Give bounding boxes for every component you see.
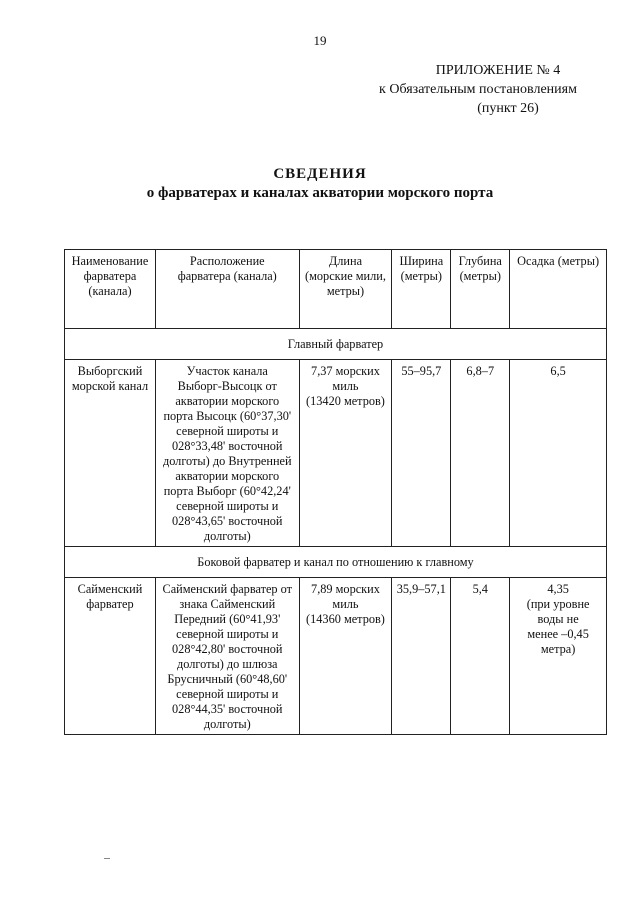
header-width-line: (метры) (400, 269, 443, 283)
cell-line: акватории морского (175, 394, 280, 408)
header-depth (451, 250, 510, 329)
header-width (392, 250, 451, 329)
cell-line: 028°42,80' восточной (172, 642, 283, 656)
header-length-line: (морские мили, (305, 269, 386, 283)
table-header-row (65, 250, 607, 329)
cell-line: (13420 метров) (306, 394, 385, 408)
cell-line: Сайменский фарватер от (162, 582, 293, 596)
cell-line: миль (332, 597, 359, 611)
cell-depth (451, 360, 510, 547)
cell-line: Передний (60°41,93' (174, 612, 281, 626)
cell-line: знака Сайменский (179, 597, 276, 611)
cell-line: 028°33,48' восточной (172, 439, 283, 453)
cell-name (65, 578, 156, 735)
cell-line: миль (332, 379, 359, 393)
document-title: СВЕДЕНИЯ (273, 166, 367, 182)
header-width-line: Ширина (399, 254, 444, 268)
header-name-line: (канала) (88, 284, 132, 298)
appendix-block (348, 61, 608, 118)
cell-line: (при уровне (526, 597, 590, 611)
cell-line: 7,89 морских (311, 582, 380, 596)
section-row-main (65, 329, 607, 360)
cell-line: порта Высоцк (60°37,30' (163, 409, 292, 423)
cell-line: метра) (540, 642, 576, 656)
cell-line: северной широты и (176, 627, 279, 641)
cell-line: порта Выборг (60°42,24' (163, 484, 291, 498)
appendix-line2: (пункт 26) (477, 101, 539, 116)
cell-line: 4,35 (547, 582, 569, 596)
header-depth-line: Глубина (458, 254, 502, 268)
appendix-title: ПРИЛОЖЕНИЕ № 4 (435, 63, 561, 78)
header-draft (510, 250, 607, 329)
table-row (65, 360, 607, 547)
cell-line: Выборгский (77, 364, 143, 378)
header-length-line: Длина (328, 254, 363, 268)
cell-line: 7,37 морских (311, 364, 380, 378)
cell-line: 028°43,65' восточной (172, 514, 283, 528)
cell-line: северной широты и (176, 687, 279, 701)
table-row (65, 578, 607, 735)
header-length (299, 250, 392, 329)
cell-line: долготы) до шлюза (177, 657, 278, 671)
header-name (65, 250, 156, 329)
cell-width (392, 360, 451, 547)
cell-line: северной широты и (176, 424, 279, 438)
cell-location (155, 578, 299, 735)
header-location-line: фарватера (канала) (177, 269, 277, 283)
cell-line: воды не (537, 612, 579, 626)
header-length-line: метры) (326, 284, 365, 298)
header-draft-line: Осадка (метры) (517, 254, 600, 268)
cell-line: долготы) (203, 717, 251, 731)
header-name-line: фарватера (83, 269, 137, 283)
cell-line: менее –0,45 (527, 627, 589, 641)
cell-draft (510, 578, 607, 735)
cell-length (299, 578, 392, 735)
section-row-side (65, 547, 607, 578)
cell-line: Выборг-Высоцк от (177, 379, 277, 393)
cell-line: 028°44,35' восточной (172, 702, 283, 716)
section-title: Главный фарватер (65, 329, 607, 360)
header-location (155, 250, 299, 329)
cell-line: Участок канала (186, 364, 268, 378)
cell-draft (510, 360, 607, 547)
cell-line: 6,5 (550, 364, 566, 378)
header-depth-line: (метры) (459, 269, 501, 283)
cell-depth (451, 578, 510, 735)
cell-line: акватории морского (175, 469, 280, 483)
section-title: Боковой фарватер и канал по отношению к главному (65, 547, 607, 578)
cell-name (65, 360, 156, 547)
scan-mark (104, 858, 110, 859)
header-location-line: Расположение (189, 254, 265, 268)
cell-line: долготы) до Внутренней (162, 454, 292, 468)
cell-width (392, 578, 451, 735)
cell-line: фарватер (86, 597, 134, 611)
cell-location (155, 360, 299, 547)
cell-line: северной широты и (176, 499, 279, 513)
cell-length (299, 360, 392, 547)
cell-line: Сайменский (77, 582, 143, 596)
cell-line: Брусничный (60°48,60' (167, 672, 288, 686)
cell-line: 5,4 (472, 582, 488, 596)
cell-line: морской канал (71, 379, 149, 393)
document-heading (0, 165, 640, 203)
header-name-line: Наименование (71, 254, 149, 268)
cell-line: 35,9–57,1 (396, 582, 446, 596)
cell-line: долготы) (203, 529, 251, 543)
appendix-line1: к Обязательным постановлениям (379, 82, 577, 97)
cell-line: (14360 метров) (306, 612, 385, 626)
cell-line: 6,8–7 (466, 364, 495, 378)
fairways-table (64, 249, 607, 735)
page-number: 19 (313, 33, 327, 48)
document-subtitle: о фарватерах и каналах акватории морского порта (146, 185, 494, 201)
cell-line: 55–95,7 (401, 364, 442, 378)
